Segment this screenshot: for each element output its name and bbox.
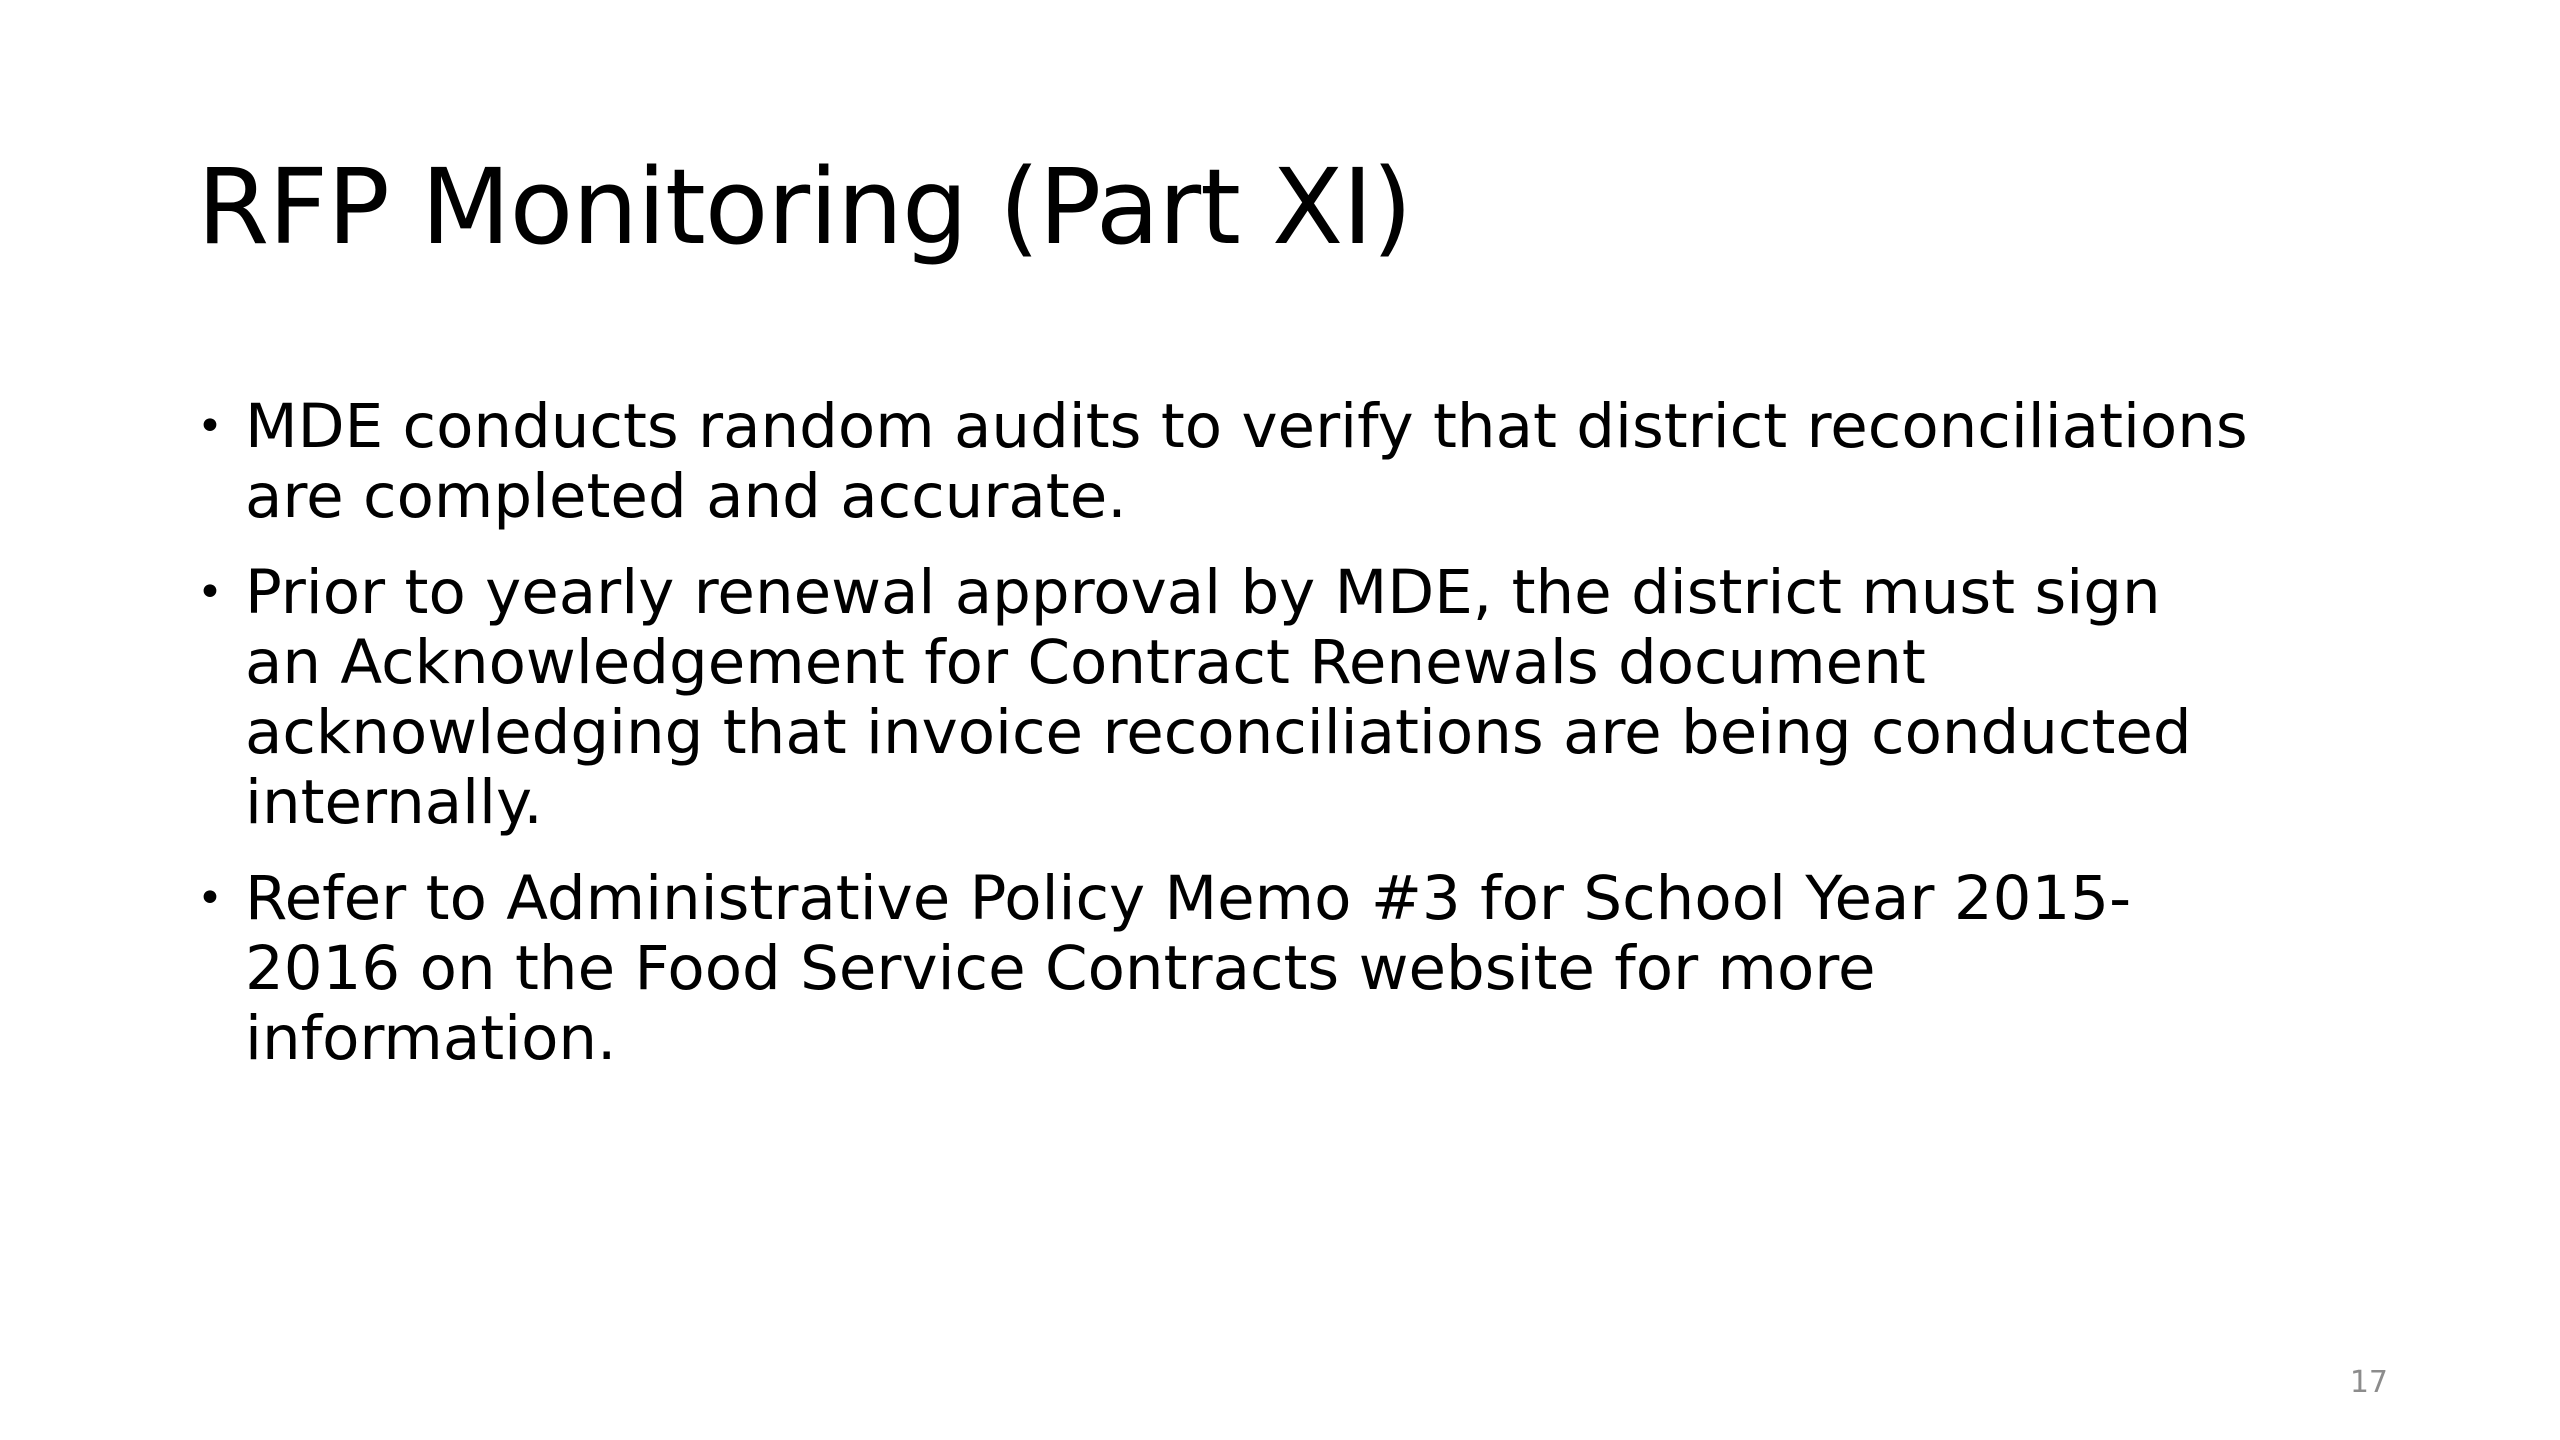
slide-title: RFP Monitoring (Part XI)	[197, 146, 1412, 268]
bullet-line: an Acknowledgement for Contract Renewals document	[245, 627, 1926, 698]
bullet-line: MDE conducts random audits to verify that district reconciliations	[245, 391, 2248, 462]
bullet-item	[197, 864, 2427, 1074]
bullet-dot-icon: •	[197, 401, 223, 452]
bullet-line: information.	[245, 1003, 617, 1074]
bullet-line: acknowledging that invoice reconciliations are being conducted	[245, 697, 2192, 768]
bullet-line: Prior to yearly renewal approval by MDE, the district must sign	[245, 557, 2161, 628]
bullet-list	[197, 392, 2427, 1100]
bullet-item	[197, 392, 2427, 532]
bullet-line: 2016 on the Food Service Contracts website for more	[245, 933, 1876, 1004]
page-number: 17	[2349, 1365, 2388, 1400]
bullet-line: internally.	[245, 767, 543, 838]
bullet-dot-icon: •	[197, 873, 223, 924]
bullet-line: Refer to Administrative Policy Memo #3 for School Year 2015-	[245, 863, 2132, 934]
bullet-line: are completed and accurate.	[245, 461, 1127, 532]
bullet-dot-icon: •	[197, 567, 223, 618]
bullet-item	[197, 558, 2427, 838]
